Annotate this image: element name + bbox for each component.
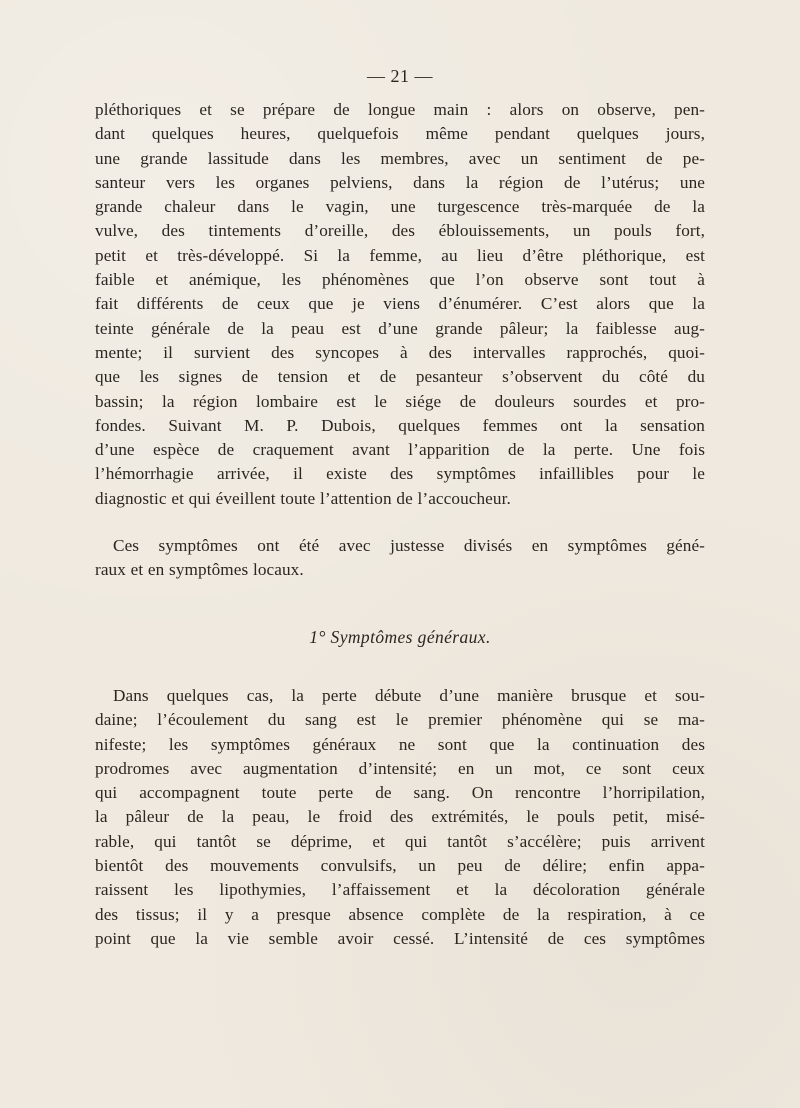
- text-line: prodromes avec augmentation d’intensité; en un mot, ce sont ceux: [95, 758, 705, 778]
- text-line: point que la vie semble avoir cessé. L’intensité de ces symptômes: [95, 928, 705, 948]
- text-line: que les signes de tension et de pesanteur s’observent du côté du: [95, 367, 705, 387]
- text-line: des tissus; il y a presque absence complète de la respiration, à ce: [95, 904, 705, 924]
- text-line: santeur vers les organes pelviens, dans la région de l’utérus; une: [95, 172, 705, 192]
- text-line: rable, qui tantôt se déprime, et qui tantôt s’accélère; puis arrivent: [95, 831, 705, 851]
- text-line: daine; l’écoulement du sang est le premier phénomène qui se ma-: [95, 710, 705, 730]
- text-line: la pâleur de la peau, le froid des extrémités, le pouls petit, misé-: [95, 807, 705, 827]
- text-line: mente; il survient des syncopes à des intervalles rapprochés, quoi-: [95, 342, 705, 362]
- text-line: une grande lassitude dans les membres, avec un sentiment de pe-: [95, 148, 705, 168]
- paragraph-2: [95, 534, 705, 583]
- text-line: vulve, des tintements d’oreille, des éblouissements, un pouls fort,: [95, 221, 705, 241]
- text-line: nifeste; les symptômes généraux ne sont que la continuation des: [95, 734, 705, 754]
- text-line: bassin; la région lombaire est le siége de douleurs sourdes et pro-: [95, 391, 705, 411]
- page-number-header: — 21 —: [367, 66, 433, 86]
- paragraph-1: [95, 98, 705, 511]
- text-line: petit et très-développé. Si la femme, au lieu d’être pléthorique, est: [95, 245, 705, 265]
- text-line: diagnostic et qui éveillent toute l’attention de l’accoucheur.: [95, 488, 511, 508]
- text-line: teinte générale de la peau est d’une grande pâleur; la faiblesse aug-: [95, 318, 705, 338]
- text-line: fait différents de ceux que je viens d’énumérer. C’est alors que la: [95, 294, 705, 314]
- text-line: qui accompagnent toute perte de sang. On rencontre l’horripilation,: [95, 783, 705, 803]
- text-line: dant quelques heures, quelquefois même pendant quelques jours,: [95, 124, 705, 144]
- paragraph-3: [95, 684, 705, 951]
- text-line: Dans quelques cas, la perte débute d’une manière brusque et sou-: [113, 686, 705, 705]
- text-line: fondes. Suivant M. P. Dubois, quelques femmes ont la sensation: [95, 415, 705, 435]
- text-line: grande chaleur dans le vagin, une turgescence très-marquée de la: [95, 197, 705, 217]
- text-line: faible et anémique, les phénomènes que l’on observe sont tout à: [95, 270, 705, 290]
- text-line: Ces symptômes ont été avec justesse divisés en symptômes géné-: [113, 536, 705, 555]
- text-line: d’une espèce de craquement avant l’apparition de la perte. Une fois: [95, 440, 705, 460]
- text-line: raux et en symptômes locaux.: [95, 560, 304, 580]
- section-title: 1° Symptômes généraux.: [309, 627, 491, 647]
- text-line: pléthoriques et se prépare de longue main : alors on observe, pen-: [95, 100, 705, 119]
- text-line: bientôt des mouvements convulsifs, un peu de délire; enfin appa-: [95, 856, 705, 876]
- text-line: raissent les lipothymies, l’affaissement et la décoloration générale: [95, 880, 705, 900]
- text-line: l’hémorrhagie arrivée, il existe des symptômes infaillibles pour le: [95, 464, 705, 484]
